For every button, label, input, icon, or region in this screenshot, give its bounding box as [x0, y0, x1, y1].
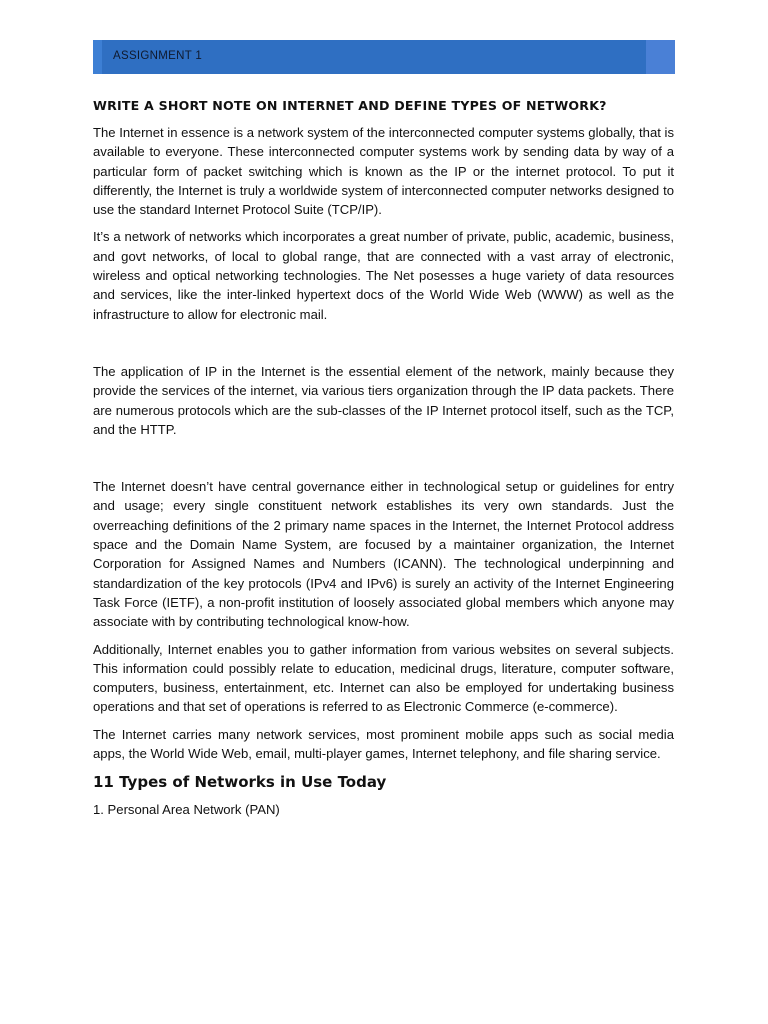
document-body: [93, 97, 674, 819]
list-item: 1. Personal Area Network (PAN): [93, 802, 280, 818]
paragraph-network-of-networks: It’s a network of networks which incorporates a great number of private, public, academic, business, and govt networks, of local to global range, that are connected with a vast array of electronic, wireless and optical networking technologies. The Net posesses a huge variety of data resources and services, like the inter-linked hypertext docs of the World Wide Web (WWW) as well as the infrastructure to allow for electronic mail.: [93, 229, 674, 322]
paragraph-network-services: The Internet carries many network services, most prominent mobile apps such as social media apps, the World Wide Web, email, multi-player games, Internet telephony, and file sharing service.: [93, 726, 674, 762]
paragraph-internet-intro: The Internet in essence is a network system of the interconnected computer systems globally, that is available to everyone. These interconnected computer systems work by sending data by way of a particular form of packet switching which is known as the IP or the internet protocol. To put it differently, the Internet is truly a worldwide system of interconnected computer networks designed to use the standard Internet Protocol Suite (TCP/IP).: [93, 125, 674, 218]
header-bar-accent: [646, 40, 675, 74]
paragraph-information-gathering: Additionally, Internet enables you to gather information from various websites on several subjects. This information could possibly relate to education, medicinal drugs, literature, computer software, computers, business, entertainment, etc. Internet can also be employed for undertaking business operations and that set of operations is referred to as Electronic Commerce (e-commerce).: [93, 641, 674, 715]
document-title: WRITE A SHORT NOTE ON INTERNET AND DEFINE TYPES OF NETWORK?: [93, 98, 607, 113]
paragraph-governance: The Internet doesn’t have central governance either in technological setup or guidelines for entry and usage; every single constituent network establishes its very own standards. Just the overreaching definitions of the 2 primary name spaces in the Internet, the Internet Protocol address space and the Domain Name System, are focused by a maintainer organization, the Internet Corporation for Assigned Names and Numbers (ICANN). The technological underpinning and standardization of the key protocols (IPv4 and IPv6) is surely an activity of the Internet Engineering Task Force (IETF), a non-profit institution of loosely associated global members which anyone may associate with by contributing technological know-how.: [93, 479, 674, 630]
section-heading-network-types: 11 Types of Networks in Use Today: [93, 773, 387, 792]
header-label: ASSIGNMENT 1: [113, 50, 203, 62]
paragraph-ip-application: The application of IP in the Internet is the essential element of the network, mainly because they provide the services of the internet, via various tiers organization through the IP data packets. There are numerous protocols which are the sub-classes of the IP Internet protocol itself, such as the TCP, and the HTTP.: [93, 363, 674, 437]
